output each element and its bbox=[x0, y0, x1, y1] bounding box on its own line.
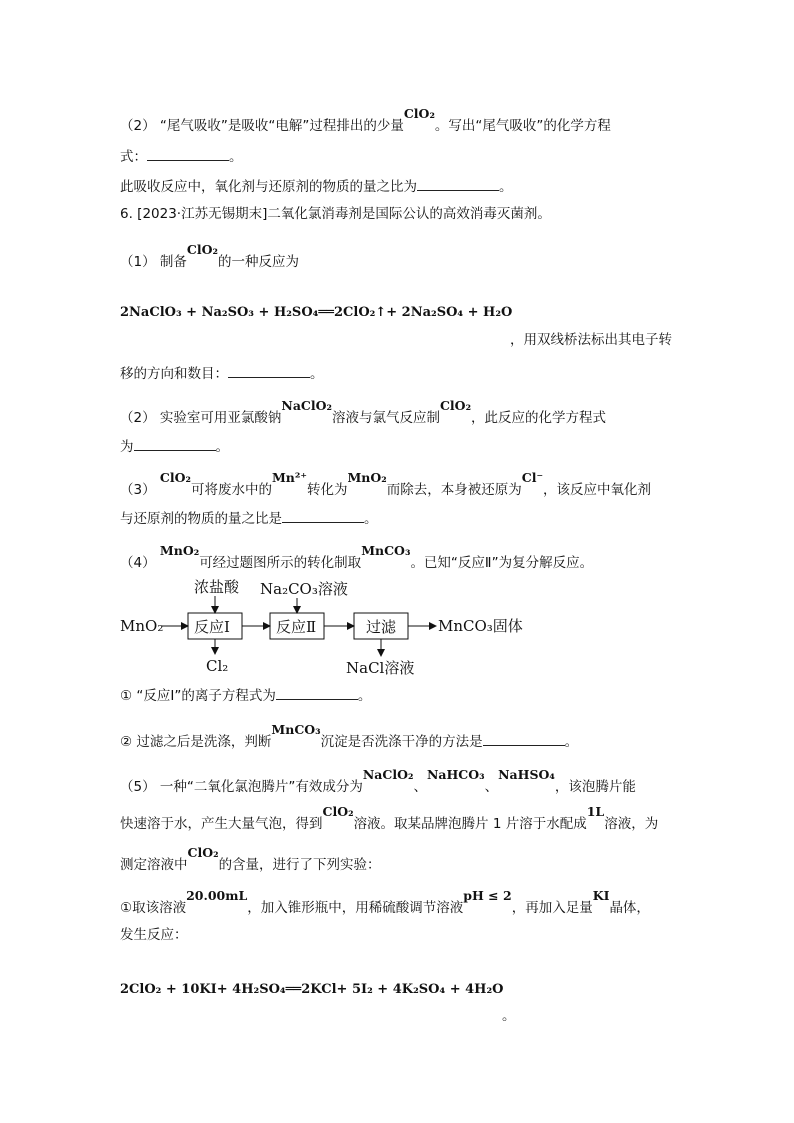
output-1: Cl₂ bbox=[206, 657, 229, 675]
answer-blank[interactable] bbox=[282, 508, 364, 523]
answer-blank[interactable] bbox=[276, 685, 358, 700]
flow-start: MnO₂ bbox=[120, 617, 164, 635]
answer-blank[interactable] bbox=[417, 176, 499, 191]
answer-blank[interactable] bbox=[147, 146, 229, 161]
q2-text-line2: 式： 。 bbox=[120, 146, 243, 167]
q6-2-line: （2） 实验室可用亚氯酸钠NaClO₂溶液与氯气反应制ClO₂，此反应的化学方程式 bbox=[120, 398, 607, 426]
q6-1-cont: ，用双线桥法标出其电子转 bbox=[510, 332, 672, 348]
equation-1: 2NaClO₃ + Na₂SO₃ + H₂SO₄══2ClO₂↑+ 2Na₂SO₄ + H₂O bbox=[120, 305, 513, 320]
q2-ratio-line: 此吸收反应中，氧化剂与还原剂的物质的量之比为 。 bbox=[120, 176, 513, 197]
q2-text-line1: （2） “尾气吸收”是吸收“电解”过程排出的少量ClO₂。写出“尾气吸收”的化学方程 bbox=[120, 106, 611, 134]
q6-4-2-line: ② 过滤之后是洗涤，判断MnCO₃沉淀是否洗涤干净的方法是 。 bbox=[120, 722, 579, 750]
equation-2-end: 。 bbox=[502, 1008, 516, 1024]
q6-5-step1-cont: 发生反应： bbox=[120, 927, 188, 943]
box2-label: 反应Ⅱ bbox=[276, 618, 317, 636]
q6-4-1-line: ① “反应Ⅰ”的离子方程式为 。 bbox=[120, 685, 371, 706]
q6-2-answer-line: 为 。 bbox=[120, 436, 229, 457]
q6-heading: 6. [2023·江苏无锡期末]二氧化氯消毒剂是国际公认的高效消毒灭菌剂。 bbox=[120, 206, 551, 222]
q6-3-answer-line: 与还原剂的物质的量之比是 。 bbox=[120, 508, 378, 529]
answer-blank[interactable] bbox=[134, 436, 216, 451]
q6-1-answer-line: 移的方向和数目： 。 bbox=[120, 363, 324, 384]
q6-5-line3: 测定溶液中ClO₂的含量，进行了下列实验： bbox=[120, 845, 381, 873]
box1-label: 反应Ⅰ bbox=[194, 618, 230, 636]
q6-1-line: （1） 制备ClO₂的一种反应为 bbox=[120, 242, 299, 270]
q6-4-line: （4） MnO₂可经过题图所示的转化制取MnCO₃。已知“反应Ⅱ”为复分解反应。 bbox=[120, 543, 594, 571]
q6-5-step1-line: ①取该溶液20.00mL，加入锥形瓶中，用稀硫酸调节溶液pH ≤ 2，再加入足量KI晶体， bbox=[120, 888, 650, 916]
answer-blank[interactable] bbox=[483, 731, 565, 746]
input-1: 浓盐酸 bbox=[194, 578, 240, 596]
box3-label: 过滤 bbox=[366, 618, 397, 636]
equation-2: 2ClO₂ + 10KI+ 4H₂SO₄══2KCl+ 5I₂ + 4K₂SO₄ + 4H₂O bbox=[120, 982, 504, 997]
process-flow-diagram bbox=[116, 576, 536, 680]
q6-5-line1: （5） 一种“二氧化氯泡腾片”有效成分为NaClO₂、NaHCO₃、NaHSO₄，该泡腾片能 bbox=[120, 767, 636, 795]
q6-5-line2: 快速溶于水，产生大量气泡，得到ClO₂溶液。取某品牌泡腾片 1 片溶于水配成1L溶液，为 bbox=[120, 804, 659, 832]
output-3: NaCl溶液 bbox=[346, 659, 415, 677]
input-2: Na₂CO₃溶液 bbox=[260, 580, 348, 598]
answer-blank[interactable] bbox=[228, 363, 310, 378]
flow-end: MnCO₃固体 bbox=[438, 617, 523, 635]
q6-3-line: （3） ClO₂可将废水中的Mn²⁺转化为MnO₂而除去，本身被还原为Cl⁻，该反应中氧化剂 bbox=[120, 470, 652, 498]
